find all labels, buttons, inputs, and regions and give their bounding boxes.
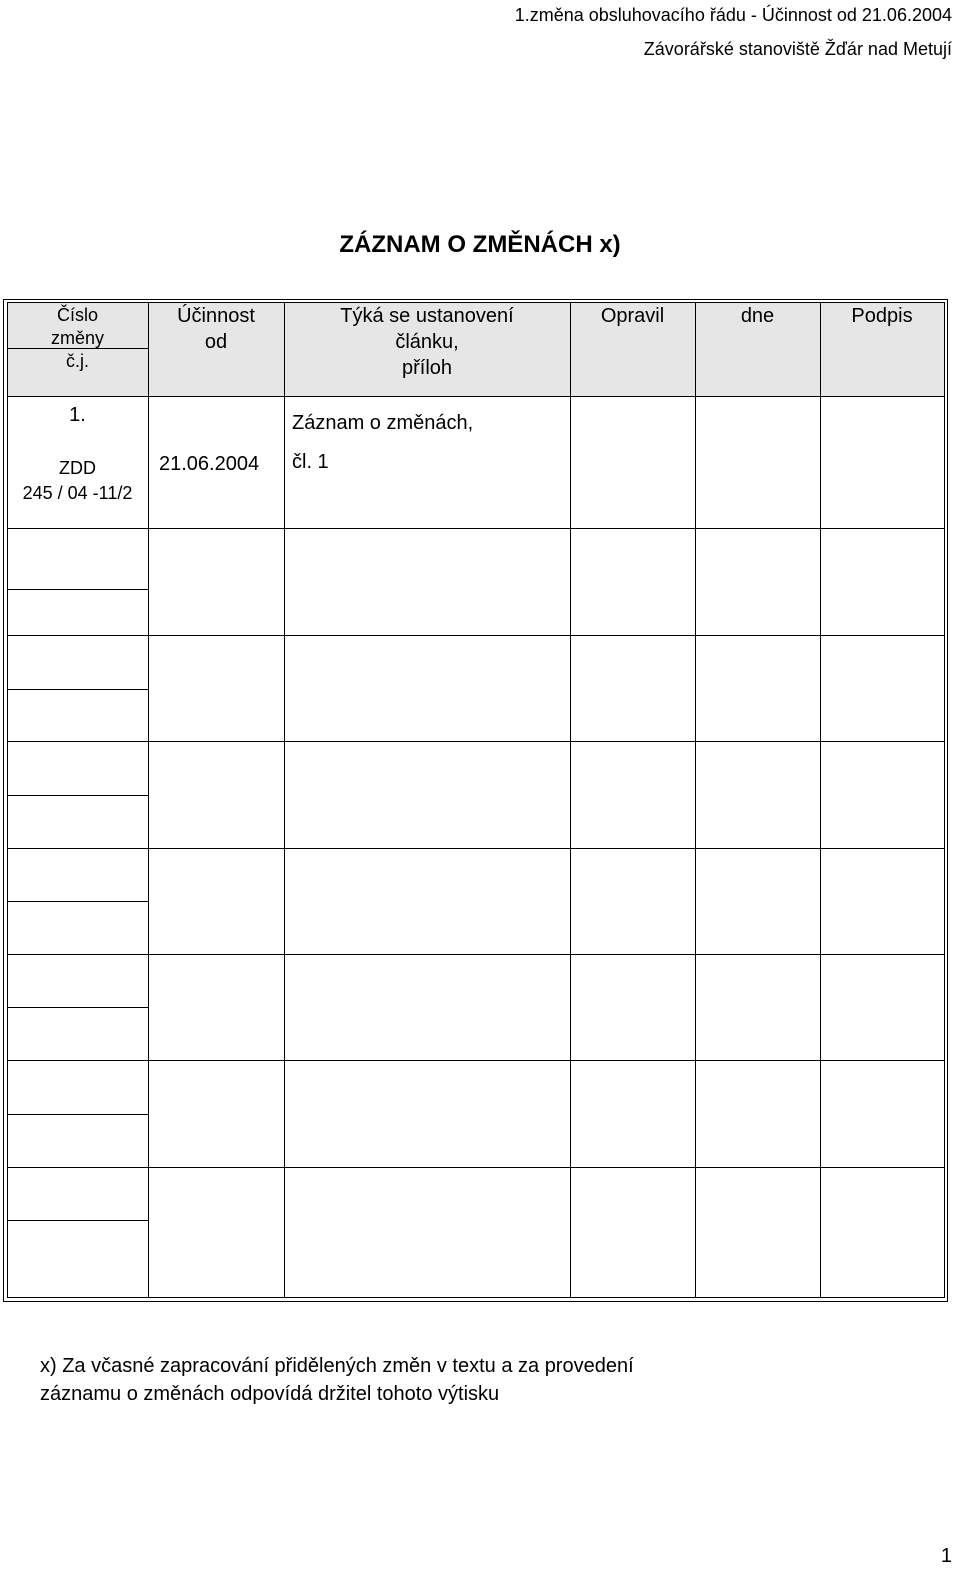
header-signature: Podpis — [851, 305, 913, 327]
subcell-divider — [7, 795, 148, 796]
header-number-line1: Číslo — [56, 305, 98, 325]
subcell-divider — [7, 901, 148, 902]
header-effective-line1: Účinnost — [177, 305, 255, 327]
header-row-divider — [7, 396, 945, 397]
subcell-divider — [7, 1007, 148, 1008]
subcell-divider — [7, 689, 148, 690]
row-divider — [7, 1167, 945, 1168]
table-right-line — [944, 302, 945, 1298]
subcell-divider — [7, 589, 148, 590]
row1-reference-line1: ZDD — [59, 458, 96, 478]
header-concerns-line2: článku, — [395, 331, 459, 353]
column-divider — [570, 302, 571, 1298]
column-divider — [820, 302, 821, 1298]
row-divider — [7, 635, 945, 636]
page-title: ZÁZNAM O ZMĚNÁCH x) — [339, 231, 621, 258]
header-date: dne — [740, 305, 775, 327]
subcell-divider — [7, 1114, 148, 1115]
row-divider — [7, 1060, 945, 1061]
row1-effective-date: 21.06.2004 — [159, 453, 260, 475]
header-document-info: 1.změna obsluhovacího řádu - Účinnost od 21.06.2004 — [514, 5, 952, 25]
header-number-line3: č.j. — [65, 351, 89, 371]
row-divider — [7, 528, 945, 529]
table-left-line — [7, 302, 8, 1298]
column-divider — [148, 302, 149, 1298]
row-divider — [7, 848, 945, 849]
header-concerns-line3: příloh — [401, 357, 453, 379]
footnote-line1: x) Za včasné zapracování přidělených změn v textu a za provedení — [40, 1355, 634, 1377]
footnote-line2: záznamu o změnách odpovídá držitel tohoto výtisku — [40, 1383, 500, 1405]
subcell-divider — [7, 1220, 148, 1221]
changes-table — [3, 299, 948, 1302]
row-divider — [7, 954, 945, 955]
header-number-line2: změny — [50, 328, 104, 348]
row1-change-number: 1. — [69, 404, 86, 426]
footnote — [40, 1352, 634, 1408]
row-divider — [7, 741, 945, 742]
header-station-name: Závorářské stanoviště Žďár nad Metují — [643, 39, 952, 59]
column-divider — [695, 302, 696, 1298]
row1-concerns-line1: Záznam o změnách, — [292, 412, 474, 434]
column-divider — [284, 302, 285, 1298]
header-concerns-line1: Týká se ustanovení — [340, 305, 514, 327]
row1-concerns-line2: čl. 1 — [292, 451, 329, 473]
page-number: 1 — [940, 1545, 952, 1567]
header-corrected-by: Opravil — [600, 305, 665, 327]
header-effective-line2: od — [204, 331, 228, 353]
row1-reference-line2: 245 / 04 -11/2 — [22, 483, 133, 503]
